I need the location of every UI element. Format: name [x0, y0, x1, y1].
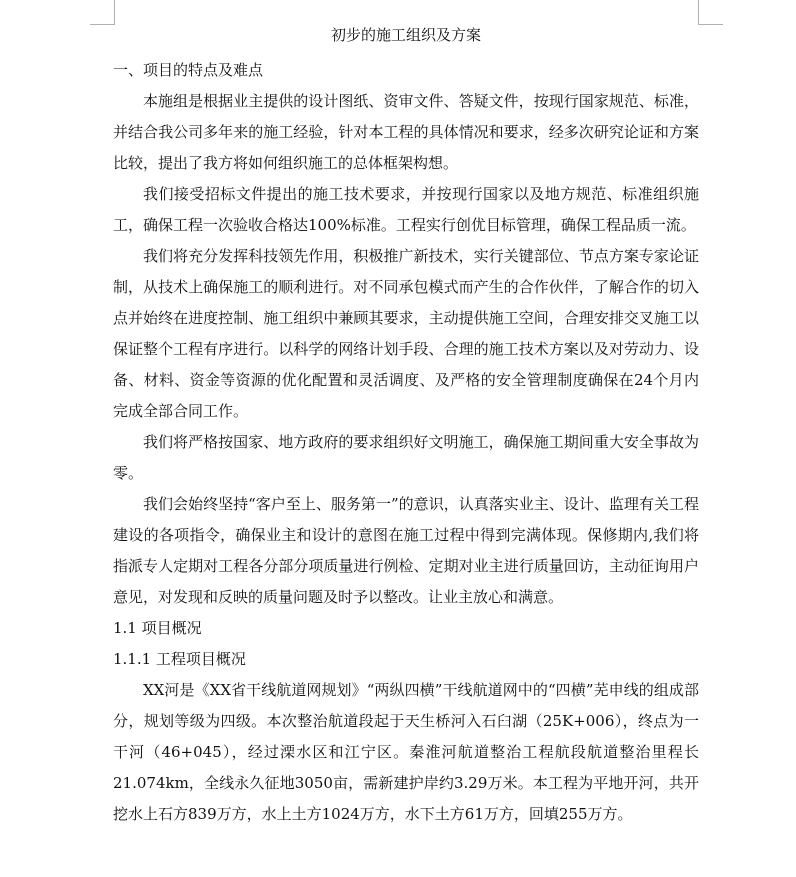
- paragraph-4: 我们将严格按国家、地方政府的要求组织好文明施工，确保施工期间重大安全事故为零。: [113, 433, 699, 482]
- section-heading-1-1-1: 1.1.1 工程项目概况: [113, 650, 246, 668]
- project-overview-paragraph: XX河是《XX省干线航道网规划》“两纵四横”干线航道网中的“四横”芜申线的组成部分，规划等级为四级。本次整治航道段起于天生桥河入石臼湖（25K+006），终点为一干河（46+045），经过溧水区和江宁区。秦淮河航道整治工程航段航道整治里程长21.074km，全线永久征地3050亩，需新建护岸约3.29万米。本工程为平地开河，共开挖水上石方839万方，水上土方1024万方，水下土方61万方，回填255万方。: [113, 681, 699, 823]
- page-corner-mark-left: [90, 0, 115, 25]
- document-page: [113, 23, 699, 830]
- document-title: 初步的施工组织及方案: [330, 26, 481, 44]
- paragraph-1: 本施组是根据业主提供的设计图纸、资审文件、答疑文件，按现行国家规范、标准，并结合我公司多年来的施工经验，针对本工程的具体情况和要求，经多次研究论证和方案比较，提出了我方将如何组织施工的总体框架构想。: [113, 92, 699, 172]
- paragraph-2: 我们接受招标文件提出的施工技术要求，并按现行国家以及地方规范、标准组织施工，确保工程一次验收合格达100%标准。工程实行创优目标管理，确保工程品质一流。: [113, 185, 699, 234]
- page-corner-mark-right: [698, 0, 723, 25]
- section-heading-1: 一、项目的特点及难点: [113, 61, 264, 79]
- section-heading-1-1: 1.1 项目概况: [113, 619, 202, 637]
- paragraph-3: 我们将充分发挥科技领先作用，积极推广新技术，实行关键部位、节点方案专家论证制，从技术上确保施工的顺利进行。对不同承包模式而产生的合作伙伴，了解合作的切入点并始终在进度控制、施工组织中兼顾其要求，主动提供施工空间，合理安排交叉施工以保证整个工程有序进行。以科学的网络计划手段、合理的施工技术方案以及对劳动力、设备、材料、资金等资源的优化配置和灵活调度、及严格的安全管理制度确保在24个月内完成全部合同工作。: [113, 247, 699, 420]
- paragraph-5: 我们会始终坚持“客户至上、服务第一”的意识，认真落实业主、设计、监理有关工程建设的各项指令，确保业主和设计的意图在施工过程中得到完满体现。保修期内,我们将指派专人定期对工程各分部分项质量进行例检、定期对业主进行质量回访，主动征询用户意见，对发现和反映的质量问题及时予以整改。让业主放心和满意。: [113, 495, 699, 606]
